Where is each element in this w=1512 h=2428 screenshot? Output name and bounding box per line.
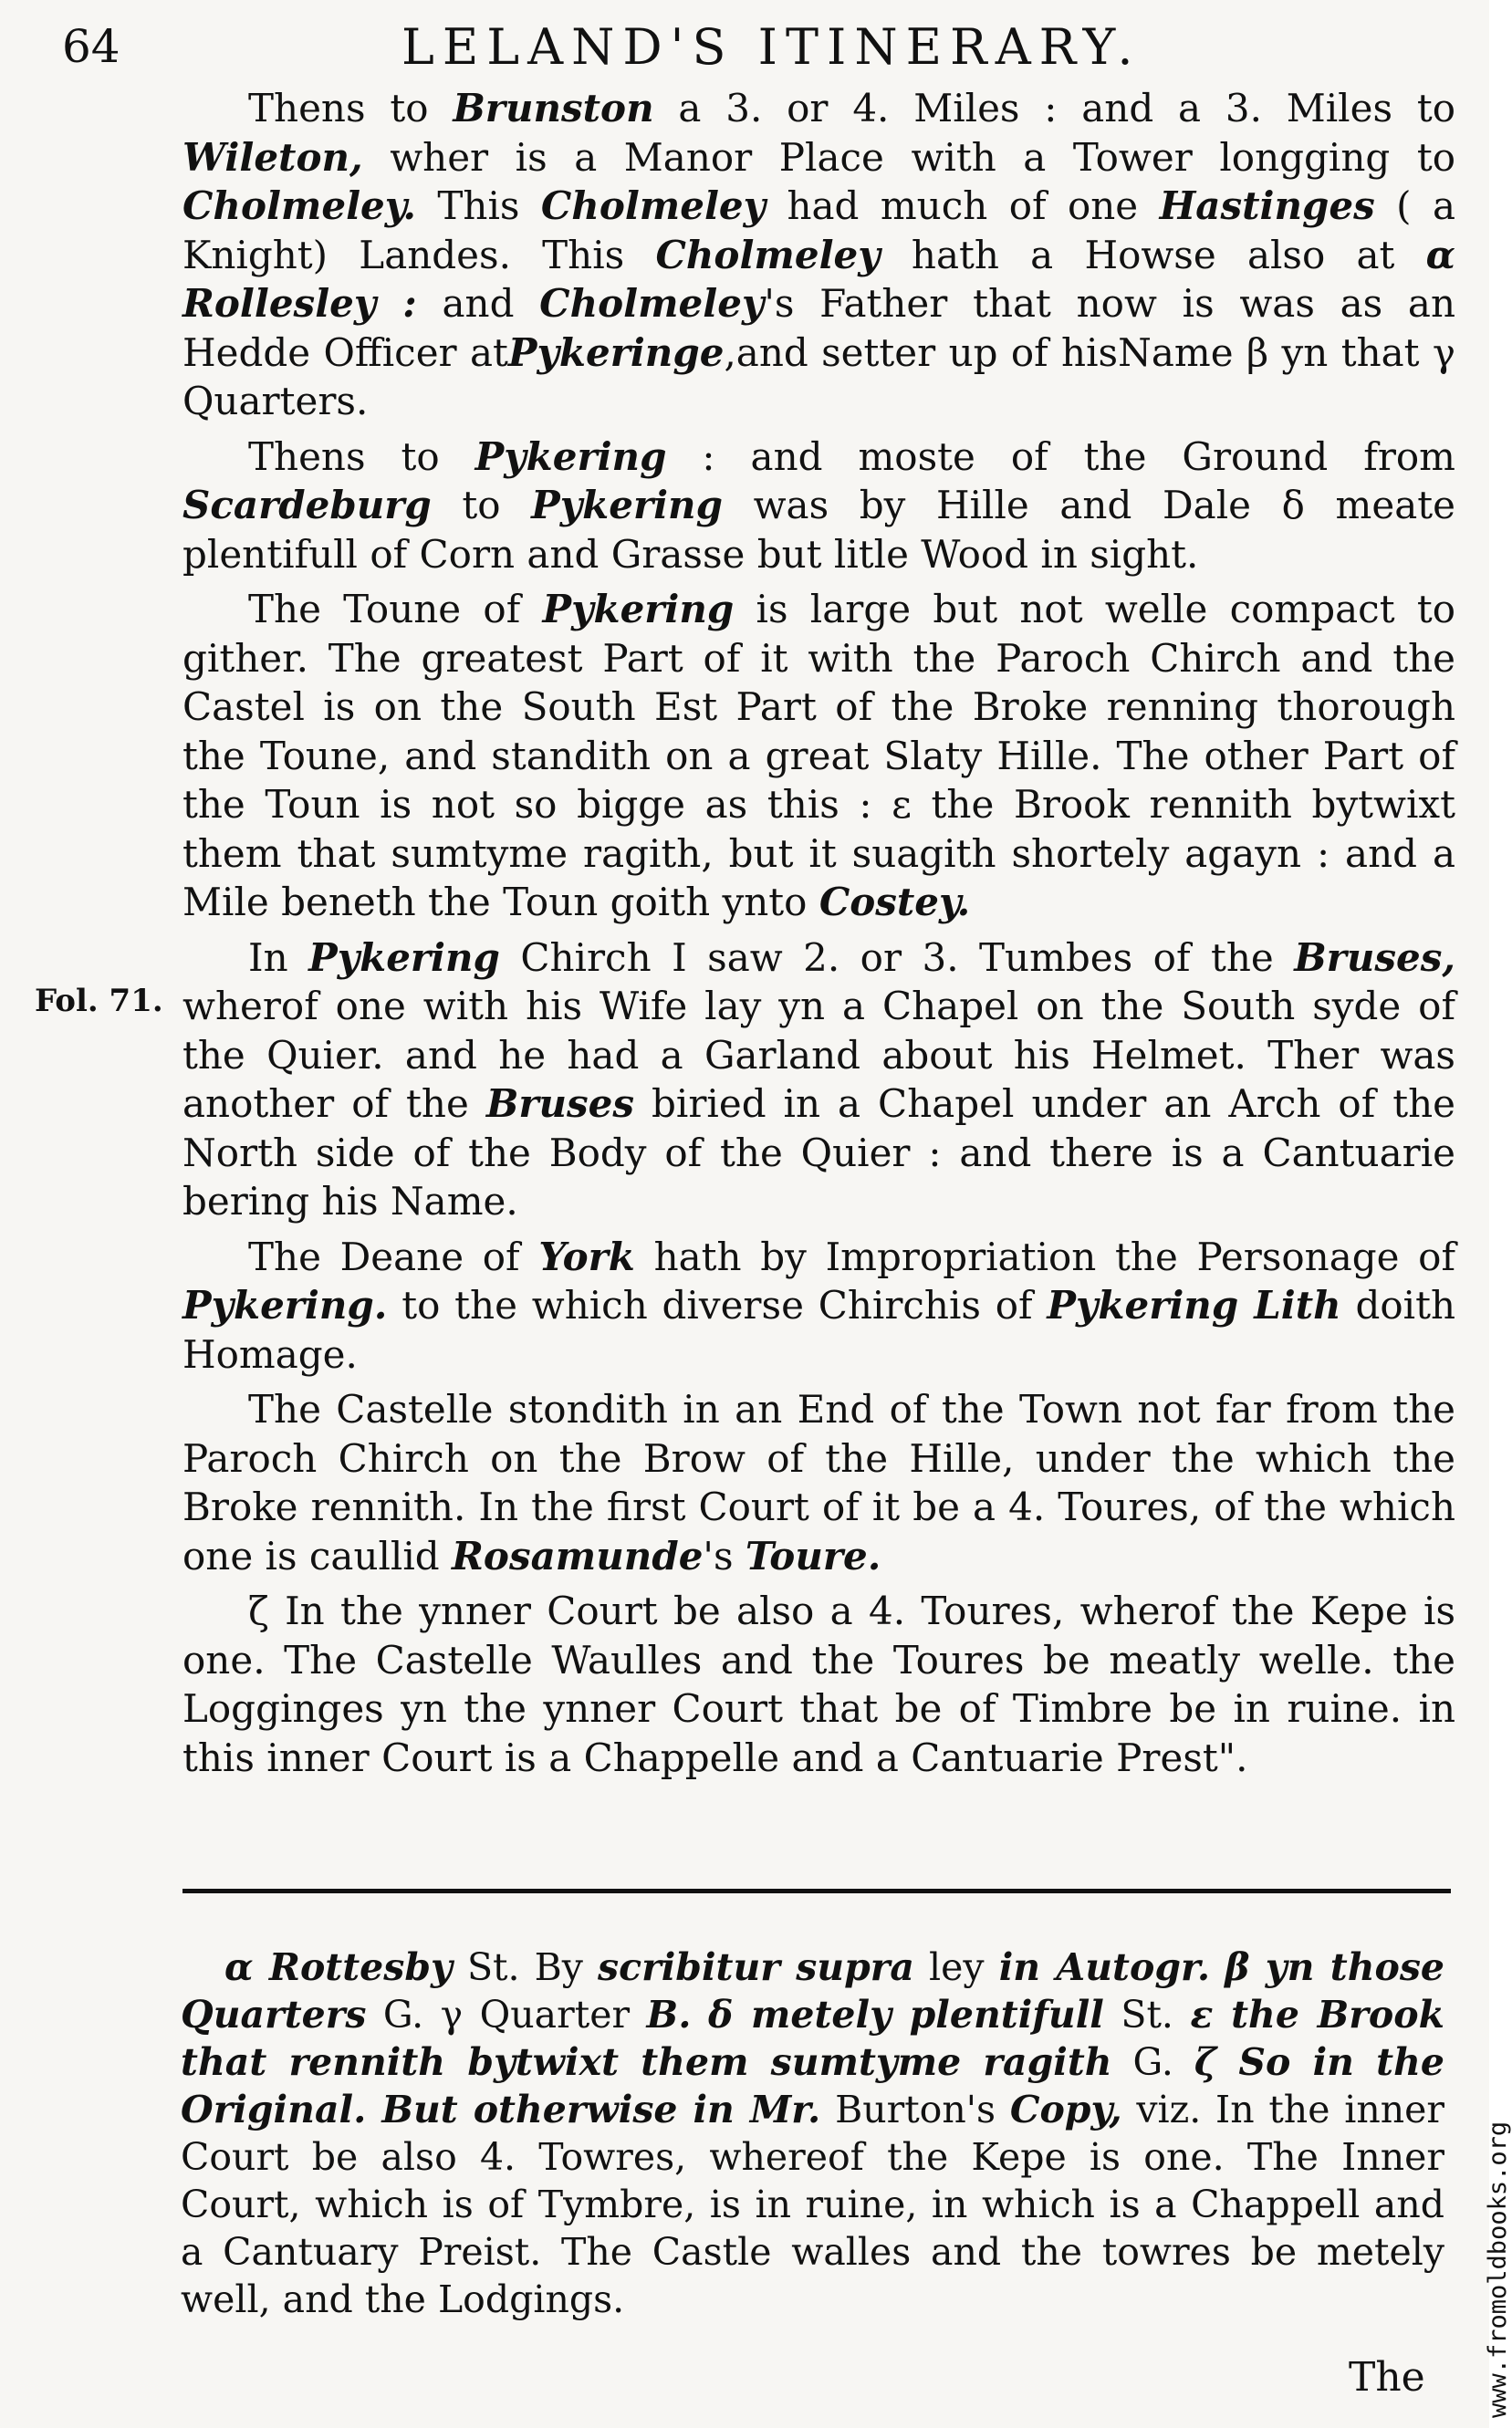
paragraph: ζ In the ynner Court be also a 4. Toures, wherof the Kepe is one. The Castelle Waulles and the Toures be meatly welle. the Logginges yn the ynner Court that be of Timbre be in ruine. in this inner Court is a Chappelle and a Cantuarie Prest".	[182, 1589, 1455, 1780]
italic-text: in Autogr.	[998, 1945, 1211, 1989]
footnotes	[181, 1943, 1444, 2323]
paragraph: In Pykering Chirch I saw 2. or 3. Tumbes of the Bruses, wherof one with his Wife lay yn a Chapel on the South syde of the Quier. and he had a Garland about his Helmet. Ther was another of the Bruses biried in a Chapel under an Arch of the North side of the Body of the Quier : and there is a Cantuarie bering his Name.	[182, 934, 1456, 1224]
running-head	[55, 16, 1460, 80]
paragraph: The Castelle stondith in an End of the Town not far from the Paroch Chirch on the Brow of the Hille, under the which the Broke rennith. In the first Court of it be a 4. Toures, of the which one is caullid Rosamunde's Toure.	[182, 1387, 1455, 1579]
italic-text: Bruses	[485, 1081, 635, 1126]
watermark-text: www.fromoldbooks.org	[1484, 2121, 1512, 2418]
italic-text: Pykering Lith	[1047, 1283, 1341, 1328]
italic-text: Pykering	[531, 483, 723, 527]
italic-text: Scardeburg	[182, 483, 432, 527]
italic-text: Hastinges	[1159, 183, 1375, 228]
italic-text: Pykering	[308, 934, 500, 980]
italic-text: York	[538, 1234, 635, 1279]
italic-text: Copy,	[1009, 2088, 1122, 2131]
italic-text: Cholmeley	[655, 232, 881, 277]
italic-text: β yn those Quarters	[181, 1945, 1445, 2037]
paragraph: The Deane of York hath by Impropriation the Personage of Pykering. to the which diverse Chirchis of Pykering Lith doith Homage.	[182, 1234, 1456, 1377]
running-title: LELAND'S ITINERARY.	[401, 18, 1142, 76]
italic-text: Cholmeley	[540, 183, 766, 228]
italic-text: α Rottesby	[224, 1945, 453, 1989]
italic-text: Pykering	[542, 587, 735, 631]
italic-text: δ metely plentifull	[707, 1993, 1104, 2037]
watermark	[1453, 2108, 1512, 2418]
italic-text: Bruses,	[1294, 934, 1455, 980]
italic-text: B.	[646, 1993, 692, 2037]
italic-text: ζ So in the Original. But otherwise in Mr.	[181, 2040, 1445, 2131]
page-number: 64	[62, 20, 120, 73]
italic-text: Pykering.	[182, 1283, 388, 1328]
italic-text: Wileton,	[182, 134, 363, 180]
italic-text: Toure.	[745, 1533, 881, 1579]
paragraph: Thens to Brunston a 3. or 4. Miles : and a 3. Miles to Wileton, wher is a Manor Place with a Tower longging to Cholmeley. This Cholmeley had much of one Hastinges ( a Knight) Landes. This Cholmeley hath a Howse also at α Rollesley : and Cholmeley's Father that now is was as an Hedde Officer atPykeringe,and setter up of hisName β yn that γ Quarters.	[182, 86, 1455, 423]
italic-text: Costey.	[819, 880, 971, 924]
paragraph: Thens to Pykering : and moste of the Ground from Scardeburg to Pykering was by Hille and Dale δ meate plentifull of Corn and Grasse but litle Wood in sight.	[182, 433, 1456, 577]
italic-text: Cholmeley	[539, 281, 765, 326]
italic-text: Pykering	[474, 433, 667, 479]
italic-text: Cholmeley.	[182, 183, 416, 228]
italic-text: ε the Brook that rennith bytwixt them sumtyme ragith	[181, 1993, 1444, 2084]
footnote-rule	[182, 1889, 1451, 1893]
italic-text: scribitur supra	[598, 1945, 914, 1989]
paragraph: The Toune of Pykering is large but not welle compact to gither. The greatest Part of it with the Paroch Chirch and the Castel is on the South Est Part of the Broke renning thorough the Toune, and standith on a great Slaty Hille. The other Part of the Toun is not so bigge as this : ε the Brook rennith bytwixt them that sumtyme ragith, but it suagith shortely agayn : and a Mile beneth the Toun goith ynto Costey.	[182, 587, 1455, 924]
italic-text: α Rollesley :	[182, 232, 1455, 326]
italic-text: Brunston	[453, 86, 654, 130]
italic-text: Pykeringe	[507, 329, 725, 375]
folio-marginal-note: Fol. 71.	[35, 983, 163, 1019]
catch-word: The	[1349, 2354, 1425, 2401]
footnote-text: α Rottesby St. By scribitur supra ley in Autogr. β yn those Quarters G. γ Quarter B. δ metely plentifull St. ε the Brook that rennith bytwixt them sumtyme ragith G. ζ So in the Original. But otherwise in Mr. Burton's Copy, viz. In the inner Court be also 4. Towres, whereof the Kepe is one. The Inner Court, which is of Tymbre, is in ruine, in which is a Chappell and a Cantuary Preist. The Castle walles and the towres be metely well, and the Lodgings.	[181, 1945, 1445, 2321]
main-text	[182, 84, 1455, 1788]
italic-text: Rosamunde	[452, 1533, 704, 1579]
